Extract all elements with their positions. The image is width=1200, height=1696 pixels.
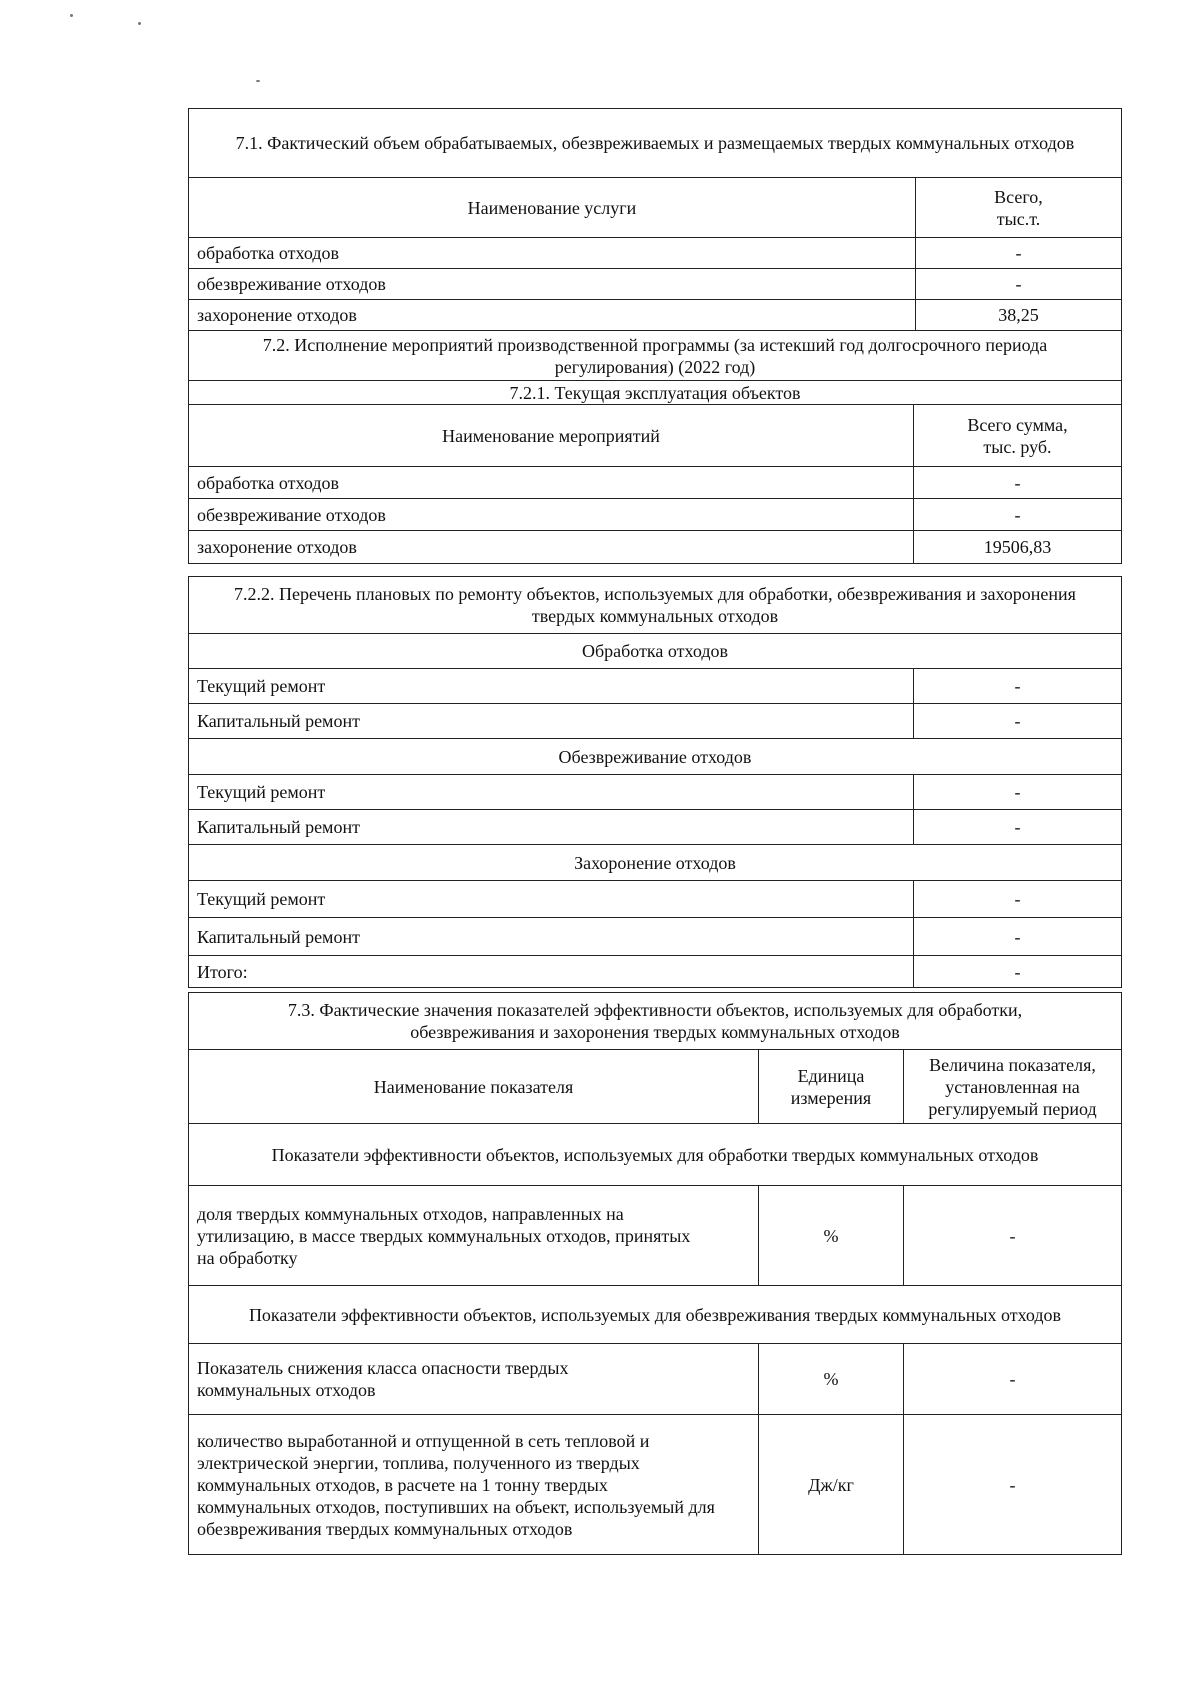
group-title-row — [189, 738, 1121, 774]
row-label: Текущий ремонт — [197, 889, 326, 909]
section-7-2-title-row — [189, 330, 1121, 380]
section-7-2-2-title: 7.2.2. Перечень плановых по ремонту объектов, используемых для обработки, обезвреживания и захоронения твердых коммунальных отходов — [234, 584, 1076, 626]
table-row — [189, 703, 1121, 738]
indicator-unit: % — [758, 1344, 903, 1414]
row-value: - — [913, 669, 1121, 703]
group-title-burial: Захоронение отходов — [574, 852, 736, 873]
group-title-row — [189, 844, 1121, 880]
row-label: Капитальный ремонт — [197, 711, 360, 731]
section-7-1-title: 7.1. Фактический объем обрабатываемых, обезвреживаемых и размещаемых твердых коммунальных отходов — [235, 133, 1075, 153]
table-row — [189, 268, 1121, 299]
group-title-processing-indicators: Показатели эффективности объектов, используемых для обработки твердых коммунальных отходов — [271, 1144, 1039, 1165]
column-header-unit: Единица измерения — [758, 1050, 903, 1123]
row-label: Текущий ремонт — [197, 782, 326, 802]
row-label: обработка отходов — [197, 472, 339, 493]
indicator-label: количество выработанной и отпущенной в сеть тепловой и электрической энергии, топлива, полученного из твердых коммунальных отходов, в расчете на 1 тонну твердых коммунальных отходов, поступивших на объект, используемый для обезвреживания твердых коммунальных отходов — [197, 1430, 715, 1539]
row-value: - — [913, 918, 1121, 955]
section-7-3-title-row — [189, 993, 1121, 1049]
indicator-label: доля твердых коммунальных отходов, направленных на утилизацию, в массе твердых коммунальных отходов, принятых на обработку — [197, 1203, 691, 1268]
row-value: - — [913, 810, 1121, 844]
row-value: - — [915, 269, 1121, 299]
table-row — [189, 774, 1121, 809]
section-7-2-title: 7.2. Исполнение мероприятий производственной программы (за истекший год долгосрочного периода регулирования) (2022 год) — [262, 334, 1048, 377]
table-row — [189, 299, 1121, 330]
row-value: - — [913, 881, 1121, 917]
section-7-1-7-2-table — [188, 108, 1122, 564]
row-label: захоронение отходов — [197, 305, 357, 325]
section-7-1-title-row — [189, 109, 1121, 177]
row-value: - — [913, 775, 1121, 809]
row-label: Текущий ремонт — [197, 676, 326, 696]
row-label: обезвреживание отходов — [197, 504, 386, 525]
indicator-value: - — [903, 1186, 1121, 1285]
group-title-row — [189, 1285, 1121, 1343]
column-header-total: Всего, тыс.т. — [915, 178, 1121, 237]
indicator-value: - — [903, 1415, 1121, 1554]
table-header-row — [189, 404, 1121, 466]
row-label: обработка отходов — [197, 243, 339, 263]
row-value: 19506,83 — [913, 531, 1121, 563]
group-title-neutralization: Обезвреживание отходов — [558, 746, 752, 767]
row-value: - — [913, 704, 1121, 738]
column-header-total-sum: Всего сумма, тыс. руб. — [913, 405, 1121, 466]
section-7-2-1-title: 7.2.1. Текущая эксплуатация объектов — [509, 382, 801, 403]
indicator-unit: Дж/кг — [758, 1415, 903, 1554]
section-7-2-2-title-row — [189, 577, 1121, 633]
total-label: Итого: — [197, 961, 248, 982]
table-row — [189, 530, 1121, 563]
table-row — [189, 1343, 1121, 1414]
section-7-3-table — [188, 992, 1122, 1555]
row-label: Капитальный ремонт — [197, 926, 360, 947]
scan-speck — [138, 22, 141, 25]
section-7-2-1-title-row — [189, 380, 1121, 404]
scan-speck — [70, 14, 73, 17]
table-row — [189, 880, 1121, 917]
indicator-unit: % — [758, 1186, 903, 1285]
group-title-neutralization-indicators: Показатели эффективности объектов, используемых для обезвреживания твердых коммунальных отходов — [248, 1304, 1062, 1325]
total-value: - — [913, 956, 1121, 987]
column-header-service-name: Наименование услуги — [467, 197, 637, 218]
column-header-value: Величина показателя, установленная на регулируемый период — [903, 1050, 1121, 1123]
group-title-row — [189, 1123, 1121, 1185]
scan-speck — [256, 80, 260, 82]
table-header-row — [189, 177, 1121, 237]
group-title-processing: Обработка отходов — [582, 641, 728, 661]
total-row — [189, 955, 1121, 987]
row-label: обезвреживание отходов — [197, 274, 386, 294]
table-row — [189, 466, 1121, 498]
indicator-label: Показатель снижения класса опасности твердых коммунальных отходов — [197, 1358, 569, 1400]
table-row — [189, 1414, 1121, 1554]
row-value: - — [915, 238, 1121, 268]
column-header-indicator-name: Наименование показателя — [373, 1076, 574, 1097]
table-row — [189, 237, 1121, 268]
row-value: 38,25 — [915, 300, 1121, 330]
table-row — [189, 498, 1121, 530]
group-title-row — [189, 633, 1121, 668]
row-value: - — [913, 499, 1121, 530]
row-label: Капитальный ремонт — [197, 817, 360, 837]
table-row — [189, 917, 1121, 955]
row-label: захоронение отходов — [197, 537, 357, 557]
indicator-value: - — [903, 1344, 1121, 1414]
section-7-3-title: 7.3. Фактические значения показателей эффективности объектов, используемых для обработки, обезвреживания и захоронения твердых коммунальных отходов — [287, 1000, 1023, 1042]
section-7-2-2-table — [188, 576, 1122, 988]
table-header-row — [189, 1049, 1121, 1123]
row-value: - — [913, 467, 1121, 498]
table-row — [189, 1185, 1121, 1285]
table-row — [189, 809, 1121, 844]
table-row — [189, 668, 1121, 703]
column-header-activity-name: Наименование мероприятий — [442, 425, 660, 446]
